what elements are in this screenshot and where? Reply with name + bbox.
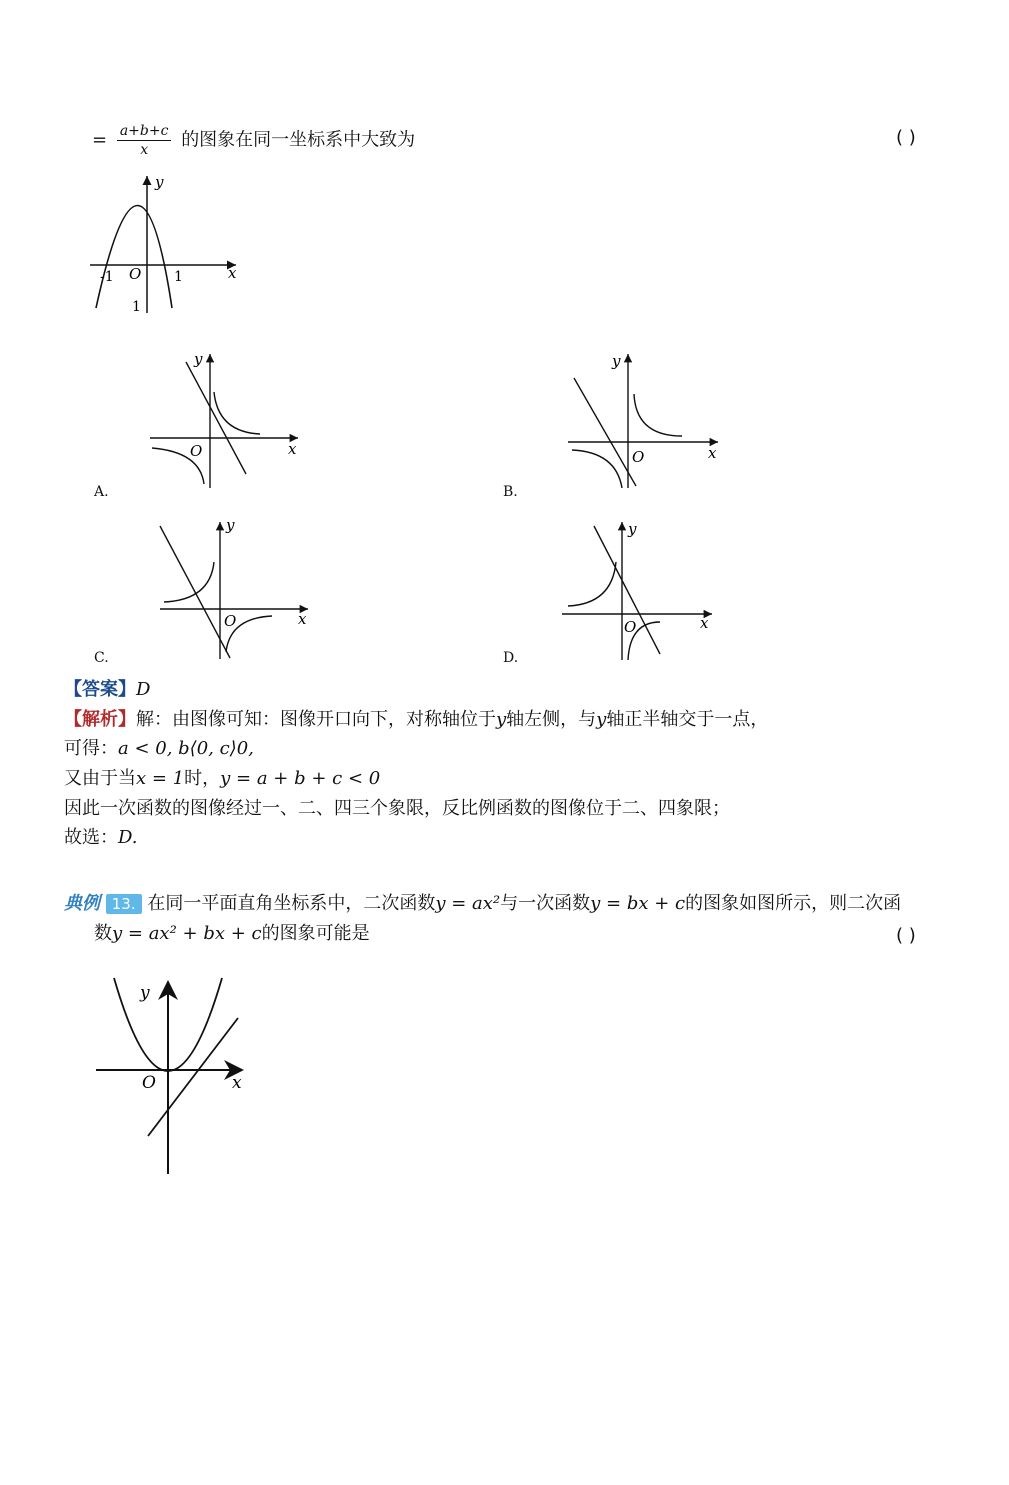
answer-value: D [136,679,151,700]
analysis-tag: 【解析】 [64,709,136,730]
axis-x-label: x [228,264,237,282]
q12-answer-paren: ( ) [896,127,916,148]
option-b-hyperbola-q3 [572,450,622,488]
option-d-figure [560,514,720,662]
option-c-label[interactable]: C. [94,650,109,666]
option-a-label[interactable]: A. [94,484,109,500]
q13-line-1 [64,892,901,916]
option-b-origin: O [632,448,645,466]
option-d-label[interactable]: D. [503,650,519,666]
answer-line [64,678,150,702]
option-a-x-label: x [288,440,297,458]
q12-parabola-figure [86,168,246,318]
tick-neg1: -1 [100,269,114,285]
analysis-text: 时， [184,768,221,789]
math-y: y [496,709,507,730]
option-b-line [574,378,636,486]
tick-1: 1 [174,269,183,285]
analysis-math: x = 1 [136,768,185,789]
option-b-label[interactable]: B. [503,484,518,500]
analysis-line-4: 因此一次函数的图像经过一、二、四三个象限，反比例函数的图像位于二、四象限； [64,798,730,819]
analysis-text: 可得： [64,738,118,759]
analysis-text: 又由于当 [64,768,136,789]
option-c-x-label: x [298,610,307,628]
analysis-text: 故选： [64,827,118,848]
q13-math: y = bx + c [590,893,686,914]
math-y: y [596,709,607,730]
q13-line [148,1018,238,1136]
q12-frac-num: a+b+c [117,122,172,141]
q13-text: 的图象可能是 [261,923,370,944]
origin-label: O [129,265,142,283]
analysis-math: a < 0, b⟨0, c⟩0, [118,738,254,759]
option-b-hyperbola-q1 [634,394,682,436]
analysis-line-1 [64,708,768,732]
q12-fraction [117,122,172,159]
q13-text: 的图象如图所示，则二次函 [685,893,902,914]
q13-x-label: x [232,1073,242,1093]
q13-text: 数 [94,923,112,944]
analysis-text: 轴左侧，与 [506,709,597,730]
analysis-line-3 [64,767,380,791]
option-d-y-label: y [628,520,637,538]
q13-y-label: y [140,983,150,1003]
tick-below: 1 [132,299,141,315]
option-a-origin: O [190,442,203,460]
example-logo: 典例 [64,893,100,914]
question-number-badge: 13. [106,894,142,914]
option-d-x-label: x [700,614,709,632]
q12-eq: = [92,129,108,151]
option-c-figure [156,514,316,662]
q12-frac-den: x [140,142,149,158]
option-d-origin: O [624,618,637,636]
answer-tag: 【答案】 [64,679,136,700]
q13-origin: O [142,1073,156,1093]
q13-line-2 [94,922,370,946]
q13-answer-paren: ( ) [896,925,916,946]
parabola-curve [96,206,172,309]
option-a-y-label: y [194,350,203,368]
axis-y-label: y [155,173,164,191]
q13-text: 与一次函数 [500,893,591,914]
analysis-math: y = a + b + c < 0 [220,768,381,789]
option-b-x-label: x [708,444,717,462]
q13-text: 在同一平面直角坐标系中，二次函数 [147,893,436,914]
q13-figure [92,974,262,1179]
q13-math: y = ax² [435,893,501,914]
option-d-hyperbola-q2 [568,562,616,606]
analysis-line-2 [64,737,254,761]
analysis-text: 解：由图像可知：图像开口向下，对称轴位于 [136,709,496,730]
q12-text: 的图象在同一坐标系中大致为 [181,129,416,151]
q12-line [92,122,415,159]
analysis-line-5 [64,826,138,850]
option-a-figure [148,348,308,493]
option-c-origin: O [224,612,237,630]
option-b-figure [566,348,726,493]
q13-math: y = ax² + bx + c [112,923,262,944]
analysis-text: 轴正半轴交于一点， [606,709,769,730]
analysis-math: D. [118,827,138,848]
option-c-y-label: y [226,516,235,534]
option-b-y-label: y [612,352,621,370]
